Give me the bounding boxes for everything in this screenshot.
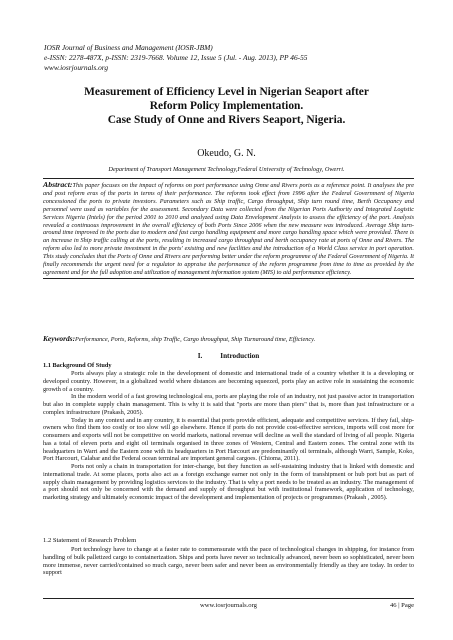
title-line: Reform Policy Implementation. xyxy=(149,100,304,112)
research-problem-body xyxy=(43,546,414,577)
page-number: 46 | Page xyxy=(389,602,414,609)
introduction-body xyxy=(43,370,414,502)
footer-site[interactable]: www.iosrjournals.org xyxy=(200,602,257,609)
keywords-label: Keywords: xyxy=(43,334,76,343)
author-affiliation: Department of Transport Management Technology,Federal University of Technology, Owerri. xyxy=(108,166,345,173)
section-heading-text: I. Introduction xyxy=(197,352,260,360)
author-name: Okeudo, G. N. xyxy=(197,148,256,159)
paragraph: Ports not only a chain in transportation for inter-change, but they function as self-sustaining industry that is linked with domestic and international trade. At some places, ports also act as a foreign exchange earner not only in the form of transhipment or hub port but as part of supply chain management by providing logistics services to the industry. That is why a port needs to be treated as an industry. The management of a port should not only be concerned with the demand and supply of throughput but with institutional framework, application of technology, marketing strategy and ultimately economic impact of the development and implementation of projects or programmes (Prakash , 2005). xyxy=(43,463,414,501)
abstract-block xyxy=(43,178,414,279)
journal-name: IOSR Journal of Business and Management (IOSR-JBM) xyxy=(44,43,213,52)
title-line: Case Study of Onne and Rivers Seaport, Nigeria. xyxy=(107,114,346,126)
keywords-block xyxy=(43,335,414,344)
title-line: Measurement of Efficiency Level in Nigerian Seaport after xyxy=(84,86,369,98)
page-footer xyxy=(43,598,414,609)
journal-issn: e-ISSN: 2278-487X, p-ISSN: 2319-7668. Volume 12, Issue 5 (Jul. - Aug. 2013), PP 46-55 xyxy=(44,53,308,62)
section-heading-introduction xyxy=(43,352,414,360)
journal-site[interactable]: www.iosrjournals.org xyxy=(44,63,109,72)
abstract-text: This paper focuses on the impact of reforms on port performance using Onne and Rivers ports as a reference point. It analyses the pre and post reform eras of the ports in terms of their performance. The reforms took effect from 1996 after the Federal Government of Nigeria concessioned the ports to private investors. Parameters such as Ship traffic, Cargo throughput, Ship turn round time, Berth Occupancy and personnel were used as variables for the assessment. Secondary Data were collected from the Nigerian Ports Authority and Integrated Logistic Services Nigeria (Intels) for the period 2001 to 2010 and analyzed using Data Envelopment Analysis to assess the efficiency of the port. Analysis revealed a continuous improvement in the overall efficiency of both Ports Since 2006 when the new measure was introduced. Average Ship turn-around time improved in the ports due to modern and fast cargo handling equipment and more cargo handling space which were provided. There is an increase in Ship traffic calling at the ports, resulting in increased cargo throughput and berth occupancy rate at ports of Onne and Rivers. The reform also led to more private investment in the ports' existing and new facilities and the introduction of a World Class service in port operation. This study concludes that the Ports of Onne and Rivers are performing better under the reform programme of the Federal Government of Nigeria. It finally recommends the urgent need for a regulator to appraise the performance of the reform programme from time to time as provided by the agreement and for the full adoption and utilization of management information system (MIS) to aid performance efficiency. xyxy=(43,182,414,276)
subsection-heading-research-problem: 1.2 Statement of Research Problem xyxy=(43,537,137,544)
journal-header xyxy=(44,43,308,73)
keywords-text: Performance, Ports, Reforms, ship Traffic, Cargo throughput, Ship Turnaround time, Efficiency. xyxy=(75,336,316,343)
subsection-heading-background: 1.1 Background Of Study xyxy=(43,362,112,369)
paper-title xyxy=(20,85,433,127)
paragraph: In the modern world of a fast growing technological era, ports are playing the role of an industry, not just passive actor in transportation but also in complete supply chain management. This is why it is said that "ports are more than piers" that is, more than just infrastructure or a complex infrastructure (Prakash, 2005). xyxy=(43,393,414,416)
paragraph: Ports always play a strategic role in the development of domestic and international trade of a country whether it is a developing or developed country. However, in a globalized world where distances are becoming squeezed, ports play an active role in sustaining the economic growth of a country. xyxy=(43,370,414,393)
paragraph: Port technology have to change at a faster rate to commensurate with the pace of technological changes in shipping, for instance from handling of bulk palletized cargo to containerization. Ships and ports have never so technically advanced, never been so sophisticated, never been more immense, never carried/contained so much cargo, never been safer and never been as environmentally friendly as they are today. In order to support xyxy=(43,546,414,577)
paragraph: Today in any context and in any country, it is essential that ports provide efficient, adequate and competitive services. If they fail, ship-owners who find them too costly or too slow will go elsewhere. Hence if ports do not provide cost-effective services, imports will cost more for consumers and exports will not be competitive on world markets, national revenue will decline as well the standard of living of all people. Nigeria has a total of eleven ports and eight oil terminals organised in three zones of Western, Central and Eastern zones. The central zone with its headquarters in Warri and the Eastern zone with its headquarters in Port Harcourt are predominantly oil terminals, although Warri, Sample, Koko, Port Harcourt, Calabar and the Federal ocean terminal are important general cargoes. (Chioma, 2011). xyxy=(43,416,414,463)
abstract-label: Abstract: xyxy=(43,180,73,189)
